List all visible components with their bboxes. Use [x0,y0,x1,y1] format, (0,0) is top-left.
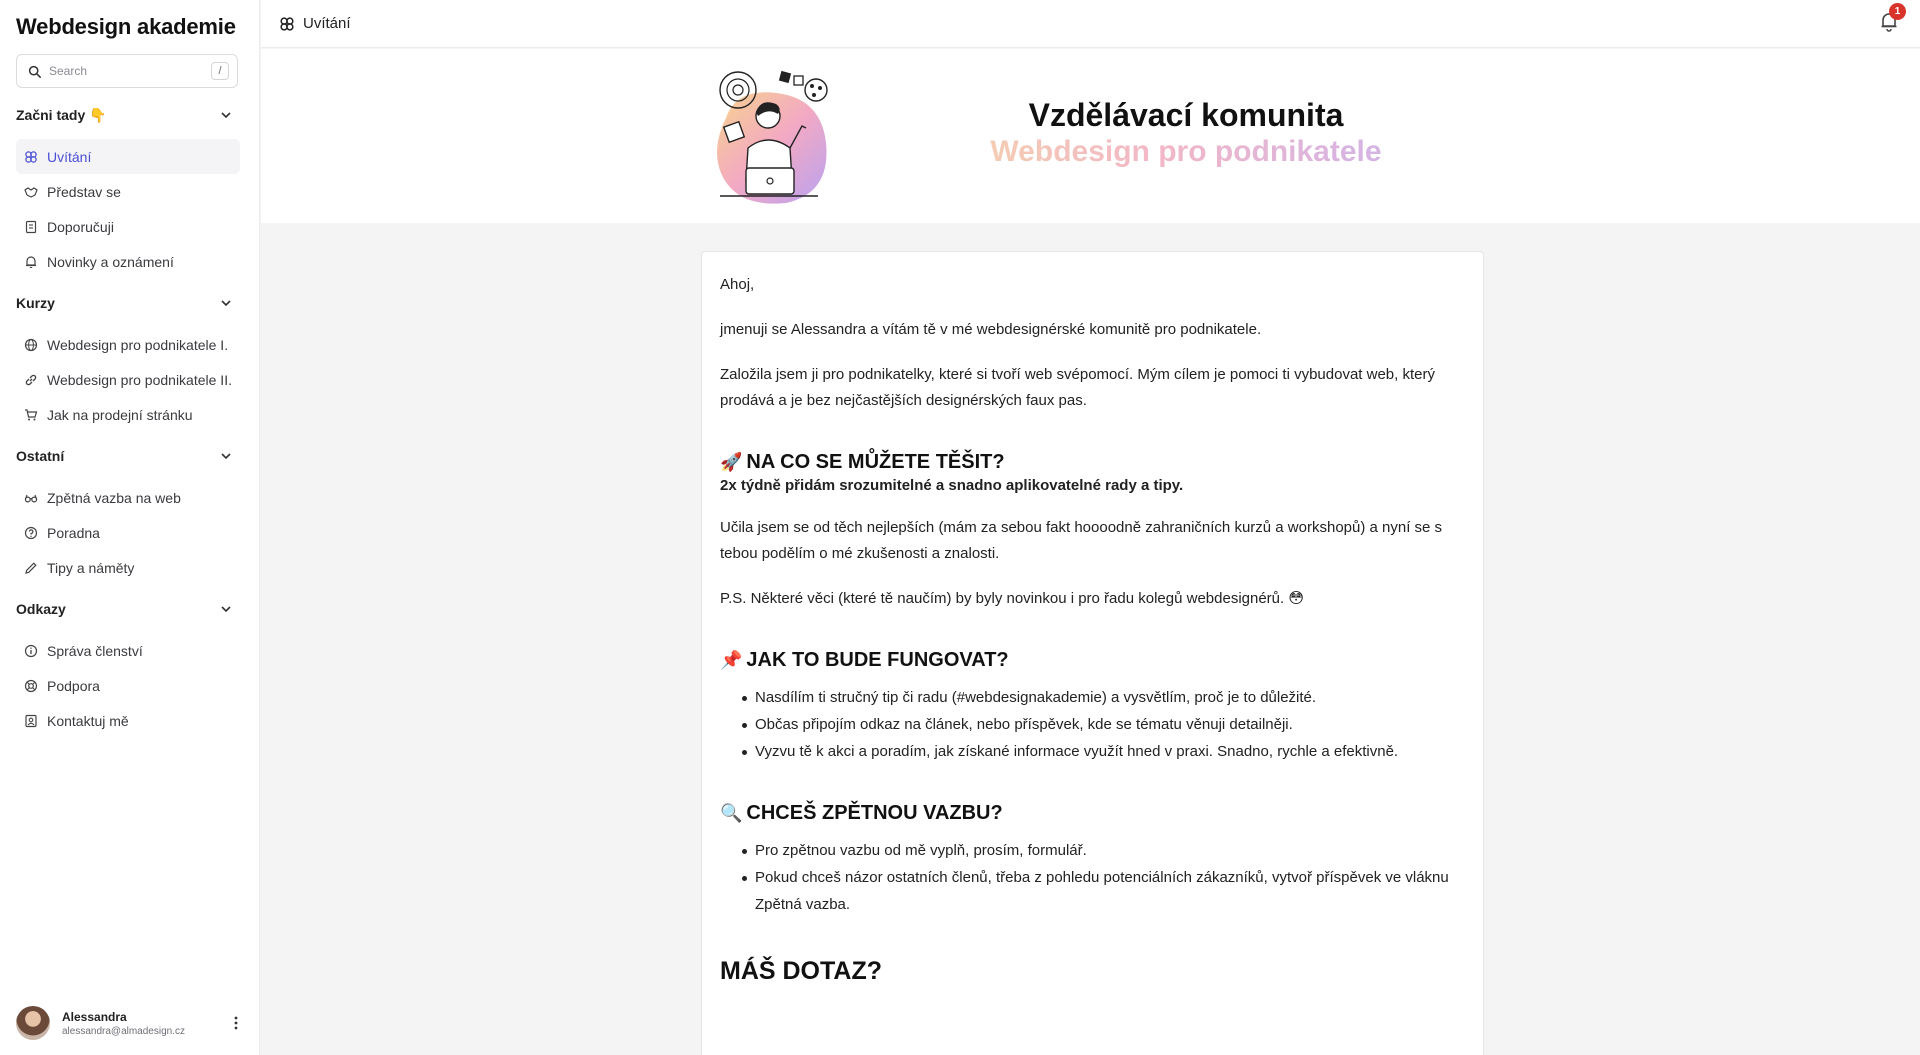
heading-text: JAK TO BUDE FUNGOVAT? [746,649,1009,671]
section-title: Ostatní [16,448,65,464]
more-vertical-icon[interactable] [228,1013,244,1033]
chevron-down-icon [220,603,232,615]
post-intro: jmenuji se Alessandra a vítám tě v mé webdesignérské komunitě pro podnikatele. [720,321,1262,338]
chevron-down-icon [220,109,232,121]
flower-icon [24,150,38,164]
magnifier-icon: 🔍 [720,803,743,823]
section-kurzy [0,288,260,432]
list-item: Občas připojím odkaz na článek, nebo příspěvek, kde se tématu věnuji detailněji. [740,711,1465,738]
sidebar-item-podpora[interactable] [16,668,240,703]
section-title: Odkazy [16,601,66,617]
post-founded: Založila jsem ji pro podnikatelky, které si tvoří web svépomocí. Mým cílem je pomoci ti vybudovat web, který prodává a je bez nejčastějších designérských faux pas. [720,366,1435,409]
sidebar-item-webdesign-1[interactable] [16,327,240,362]
sidebar-item-kontakt[interactable] [16,703,240,738]
help-circle-icon [24,526,38,540]
search-placeholder: Search [49,64,88,78]
lifebuoy-icon [24,679,38,693]
post-greeting: Ahoj, [720,276,755,293]
post-expect-bold: 2x týdně přidám srozumitelné a snadno aplikovatelné rady a tipy. [720,477,1184,494]
section-header[interactable] [0,441,260,471]
pencil-icon [24,561,38,575]
sidebar-item-label: Poradna [47,524,100,541]
heading-how [720,646,1465,674]
section-odkazy [0,594,260,738]
list-item: Vyzvu tě k akci a poradím, jak získané informace využít hned v praxi. Snadno, rychle a efektivně. [740,738,1465,765]
chevron-down-icon [220,297,232,309]
rocket-icon: 🚀 [720,452,743,472]
heading-question: MÁŠ DOTAZ? [720,957,883,985]
how-list [740,684,1465,765]
section-ostatni [0,441,260,585]
notifications-button[interactable] [1880,6,1901,34]
sidebar-item-label: Správa členství [47,642,143,659]
sidebar-item-label: Webdesign pro podnikatele II. [47,371,232,388]
sidebar-item-sprava-clenstvi[interactable] [16,633,240,668]
section-zacni-tady [0,100,260,279]
list-item: Pokud chceš názor ostatních členů, třeba z pohledu potenciálních zákazníků, vytvoř příspěvek ve vláknu Zpětná vazba. [740,864,1465,918]
book-icon [24,220,38,234]
sidebar-item-webdesign-2[interactable] [16,362,240,397]
hero-title: Vzdělávací komunita [1028,97,1344,133]
avatar[interactable] [16,1006,50,1040]
list-item: Pro zpětnou vazbu od mě vyplň, prosím, formulář. [740,837,1465,864]
user-email: alessandra@almadesign.cz [62,1025,185,1037]
app-title[interactable]: Webdesign akademie [16,14,236,39]
sidebar-item-label: Zpětná vazba na web [47,489,181,506]
pushpin-icon: 📌 [720,650,743,670]
sidebar-item-uvitani[interactable] [16,139,240,174]
glasses-icon [24,491,38,505]
section-title: Kurzy [16,295,55,311]
flower-icon [279,16,295,32]
search-shortcut: / [211,62,229,80]
cart-icon [24,408,38,422]
sidebar-item-label: Tipy a náměty [47,559,135,576]
page-title: Uvítání [303,15,351,32]
section-title: Začni tady 👇 [16,106,107,123]
link-icon [24,373,38,387]
sidebar-item-label: Jak na prodejní stránku [47,406,193,423]
hero-subtitle: Webdesign pro podnikatele [901,135,1471,169]
post-ps: P.S. Některé věci (které tě naučím) by byly novinkou i pro řadu kolegů webdesignérů. 😳 [720,590,1304,607]
notification-badge: 1 [1889,3,1906,20]
chevron-down-icon [220,450,232,462]
sidebar-item-tipy[interactable] [16,550,240,585]
heading-expect [720,448,1465,476]
post-learned: Učila jsem se od těch nejlepších (mám za sebou fakt hoooodně zahraničních kurzů a workshopů) a nyní se s tebou podělím o mé zkušenosti a znalosti. [720,519,1443,562]
sidebar-item-label: Podpora [47,677,100,694]
sidebar-item-label: Novinky a oznámení [47,253,174,270]
sidebar-item-label: Webdesign pro podnikatele I. [47,336,229,353]
list-item: Nasdílím ti stručný tip či radu (#webdesignakademie) a vysvětlím, proč je to důležité. [740,684,1465,711]
search-input[interactable] [16,54,238,88]
info-circle-icon [24,644,38,658]
sidebar-item-poradna[interactable] [16,515,240,550]
heading-text: NA CO SE MŮŽETE TĚŠIT? [746,451,1005,473]
bell-icon [24,255,38,269]
sidebar-item-label: Uvítání [47,148,92,165]
user-profile[interactable] [16,1003,244,1043]
user-info [62,1010,228,1037]
hero-illustration [706,68,836,208]
welcome-post [701,251,1484,1055]
handshake-icon [24,185,38,199]
topbar [261,0,1920,48]
search-icon [25,62,43,80]
globe-icon [24,338,38,352]
heading-text: CHCEŠ ZPĚTNOU VAZBU? [746,802,1003,824]
sidebar-item-label: Doporučuji [47,218,114,235]
section-header[interactable] [0,100,260,130]
heading-feedback [720,799,1465,827]
sidebar-item-novinky[interactable] [16,244,240,279]
section-header[interactable] [0,288,260,318]
sidebar-item-label: Představ se [47,183,121,200]
hero-banner [261,49,1920,223]
section-header[interactable] [0,594,260,624]
sidebar-item-label: Kontaktuj mě [47,712,129,729]
sidebar [0,0,260,1055]
user-name: Alessandra [62,1009,127,1024]
sidebar-item-zpetna-vazba[interactable] [16,480,240,515]
contact-icon [24,714,38,728]
sidebar-item-predstav-se[interactable] [16,174,240,209]
sidebar-item-doporucuji[interactable] [16,209,240,244]
sidebar-item-prodejni-stranka[interactable] [16,397,240,432]
feedback-list [740,837,1465,918]
